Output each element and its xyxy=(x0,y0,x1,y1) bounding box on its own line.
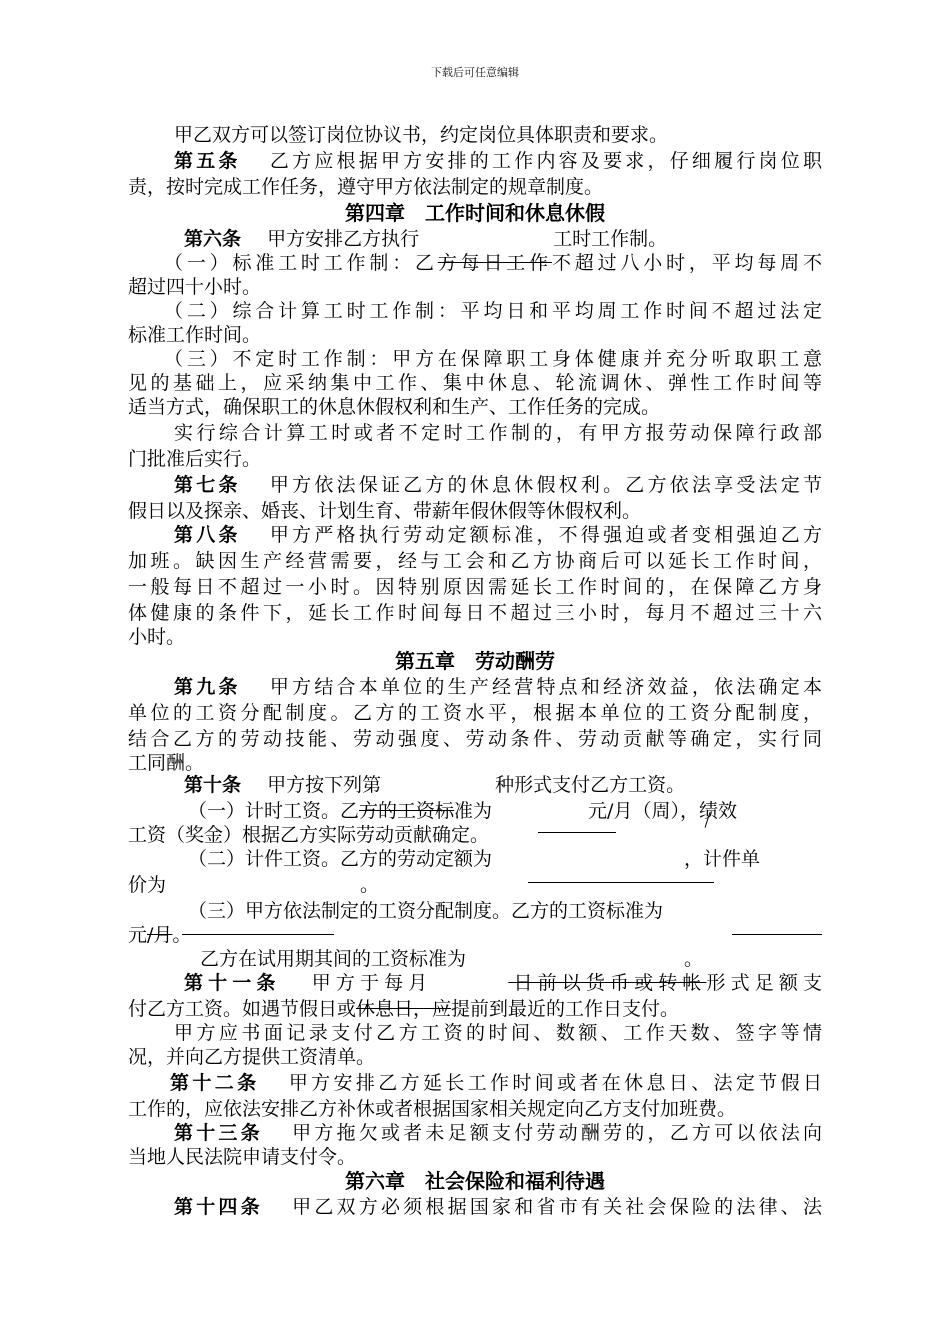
paragraph-line: 见的基础上，应采纳集中工作、集中休息、轮流调休、弹性工作时间等 xyxy=(128,372,822,394)
article-6-label: 第六条 xyxy=(184,228,242,250)
article-9-line: 第九条 甲方结合本单位的生产经营特点和经济效益，依法确定本 xyxy=(174,676,822,698)
chapter-4-heading: 第四章 工作时间和休息休假 xyxy=(345,201,605,225)
paragraph-line: 单位的工资分配制度。乙方的工资水平，根据本单位的工资分配制度， xyxy=(128,702,822,724)
article-6-line: 第六条 甲方安排乙方执行 工时工作制。 xyxy=(184,228,668,250)
article-12-label: 第十二条 xyxy=(170,1072,260,1094)
article-5-label: 第五条 xyxy=(174,150,241,172)
paragraph-line: 乙方在试用期其间的工资标准为 。 xyxy=(200,948,704,970)
paragraph-line: （二）综合计算工时工作制：平均日和平均周工作时间不超过法定 xyxy=(164,300,822,322)
paragraph-line: （三）甲方依法制定的工资分配制度。乙方的工资标准为 xyxy=(188,900,664,922)
paragraph-line: （二）计件工资。乙方的劳动定额为 ，计件单 xyxy=(188,848,761,870)
strikethrough-text: 休息日，应 xyxy=(356,998,452,1020)
paragraph-line: 元/月。 xyxy=(128,924,192,946)
blank-underline xyxy=(528,882,714,883)
strikethrough-text: 日前以货币或转帐 xyxy=(508,972,707,994)
paragraph-line: 加班。缺因生产经营需要，经与工会和乙方协商后可以延长工作时间， xyxy=(128,550,822,572)
paragraph-line: 价为 。 xyxy=(128,874,380,896)
paragraph-line: 甲乙双方可以签订岗位协议书，约定岗位具体职责和要求。 xyxy=(174,124,669,146)
paragraph-line: 门批准后实行。 xyxy=(128,448,262,470)
paragraph-line: 甲方应书面记录支付乙方工资的时间、数额、工作天数、签字等情 xyxy=(174,1022,822,1044)
paragraph-line: 适当方式，确保职工的休息休假权利和生产、工作任务的完成。 xyxy=(128,396,661,418)
blank-underline xyxy=(538,832,616,833)
paragraph-line: 结合乙方的劳动技能、劳动强度、劳动条件、劳动贡献等确定，实行同 xyxy=(128,728,822,750)
paragraph-line: 工同酬。 xyxy=(128,752,205,774)
paragraph-line: 一般每日不超过一小时。因特别原因需延长工作时间的，在保障乙方身 xyxy=(128,576,822,598)
paragraph-line: （一）标准工时工作制：乙方每日工作不超过八小时，平均每周不 xyxy=(164,252,822,274)
article-14-label: 第十四条 xyxy=(174,1196,263,1218)
strikethrough-text: 方每日工作 xyxy=(437,252,552,274)
article-11-line: 第十一条 甲方于每月 日前以货币或转帐形式足额支 xyxy=(184,972,822,994)
paragraph-line: 当地人民法院申请支付令。 xyxy=(128,1146,357,1168)
paragraph-line: 小时。 xyxy=(128,626,186,648)
article-12-line: 第十二条 甲方安排乙方延长工作时间或者在休息日、法定节假日 xyxy=(170,1072,822,1094)
article-7-line: 第七条 甲方依法保证乙方的休息休假权利。乙方依法享受法定节 xyxy=(174,474,822,496)
article-11-label: 第十一条 xyxy=(184,972,281,994)
paragraph-line: （三）不定时工作制：甲方在保障职工身体健康并充分听取职工意 xyxy=(164,348,822,370)
paragraph-line: 实行综合计算工时或者不定时工作制的，有甲方报劳动保障行政部 xyxy=(174,422,822,444)
article-10-label: 第十条 xyxy=(184,774,242,796)
paragraph-line: 工作的，应依法安排乙方补休或者根据国家相关规定向乙方支付加班费。 xyxy=(128,1098,737,1120)
article-9-label: 第九条 xyxy=(174,676,241,698)
article-13-line: 第十三条 甲方拖欠或者未足额支付劳动酬劳的，乙方可以依法向 xyxy=(174,1122,822,1144)
article-8-line: 第八条 甲方严格执行劳动定额标准，不得强迫或者变相强迫乙方 xyxy=(174,524,822,546)
paragraph-line: 体健康的条件下，延长工作时间每日不超过三小时，每月不超过三十六 xyxy=(128,602,822,624)
paragraph-line: 责，按时完成工作任务，遵守甲方依法制定的规章制度。 xyxy=(128,176,604,198)
paragraph-line: 况，并向乙方提供工资清单。 xyxy=(128,1046,376,1068)
article-5-line: 第五条 乙方应根据甲方安排的工作内容及要求，仔细履行岗位职 xyxy=(174,150,822,172)
page-header-note: 下载后可任意编辑 xyxy=(431,66,519,79)
chapter-6-heading: 第六章 社会保险和福利待遇 xyxy=(345,1169,605,1193)
blank-underline xyxy=(182,934,334,935)
article-13-label: 第十三条 xyxy=(174,1122,263,1144)
strikethrough-text: /月 xyxy=(147,924,173,946)
paragraph-line: 超过四十小时。 xyxy=(128,276,262,298)
article-14-line: 第十四条 甲乙双方必须根据国家和省市有关社会保险的法律、法 xyxy=(174,1196,822,1218)
article-10-line: 第十条 甲方按下列第 种形式支付乙方工资。 xyxy=(184,774,686,796)
paragraph-line: 付乙方工资。如遇节假日或休息日，应提前到最近的工作日支付。 xyxy=(128,998,680,1020)
chapter-5-heading: 第五章 劳动酬劳 xyxy=(395,649,555,673)
paragraph-line: 假日以及探亲、婚丧、计划生育、带薪年假休假等休假权利。 xyxy=(128,500,642,522)
paragraph-line: （一）计时工资。乙方的工资标准为 元/月（周），绩效 xyxy=(188,800,737,822)
strikethrough-text: 方的工资标 xyxy=(359,800,455,822)
article-7-label: 第七条 xyxy=(174,474,241,496)
article-8-label: 第八条 xyxy=(174,524,241,546)
paragraph-line: 标准工作时间。 xyxy=(128,324,262,346)
blank-underline xyxy=(732,934,822,935)
paragraph-line: 工资（奖金）根据乙方实际劳动贡献确定。 xyxy=(128,824,490,846)
